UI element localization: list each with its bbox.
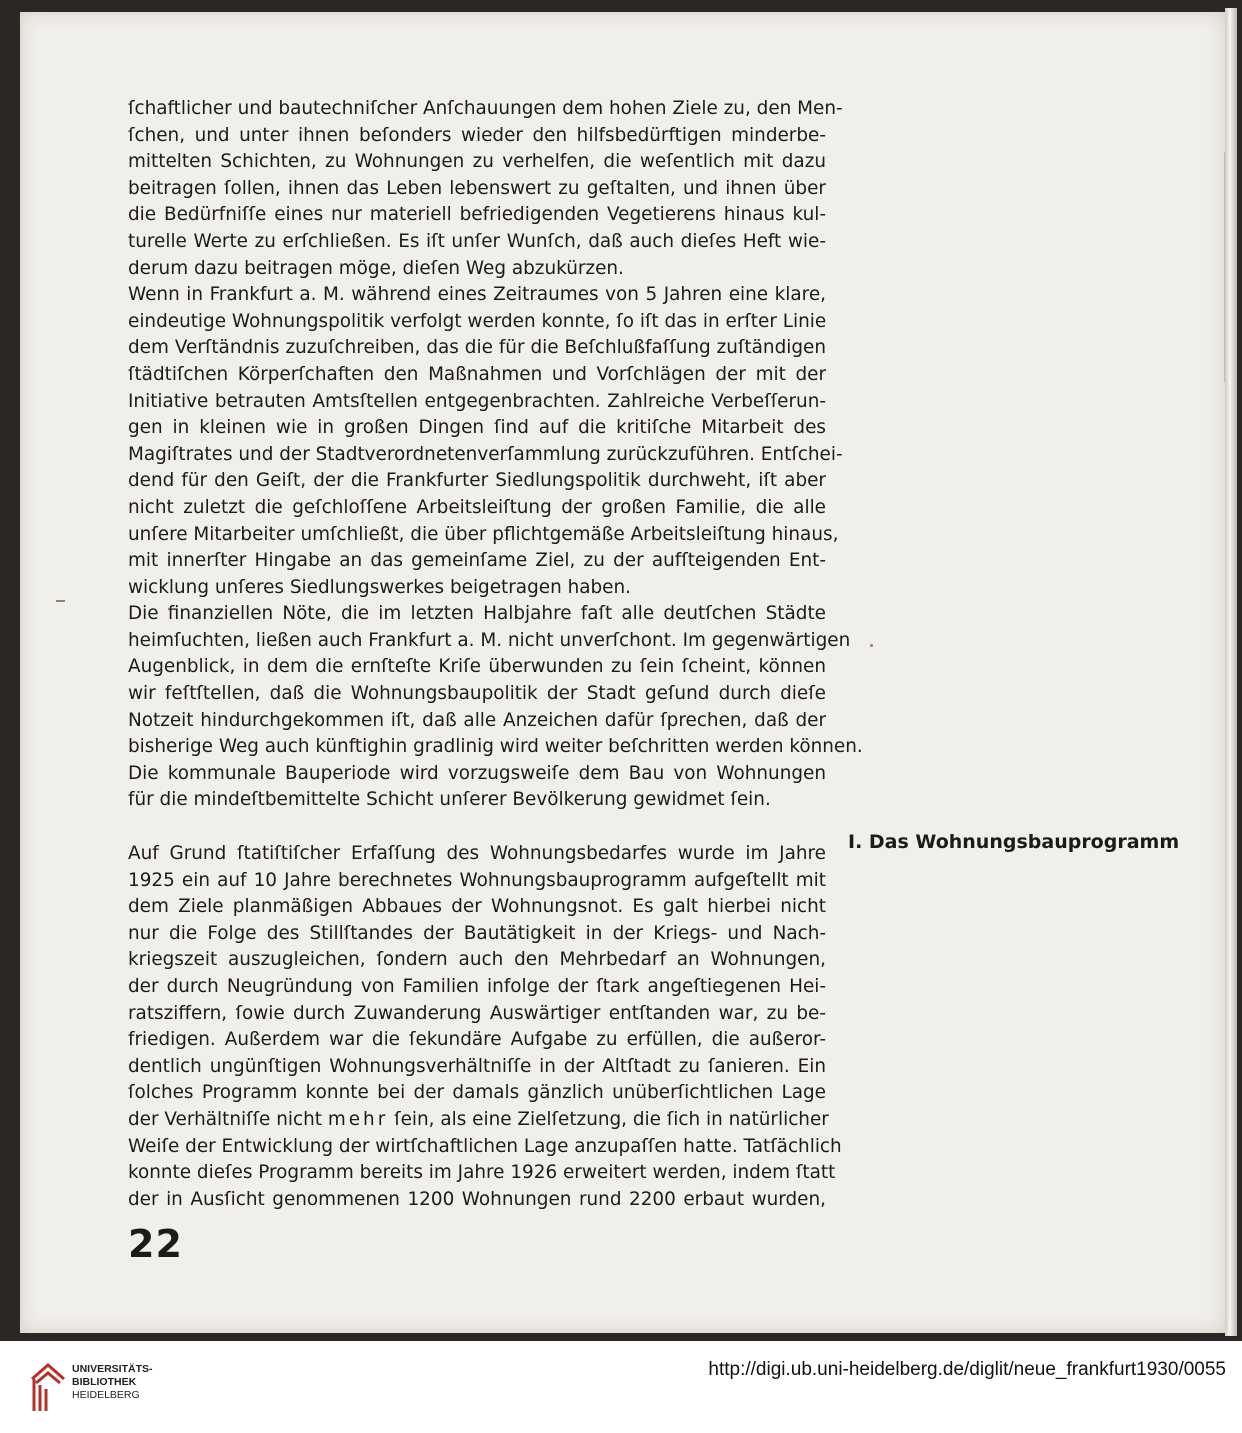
text-line: dend für den Geiſt, der die Frankfurter Siedlungspolitik durchweht, iſt aber: [128, 470, 826, 492]
text-line: mittelten Schichten, zu Wohnungen zu verhelfen, die weſentlich mit dazu: [128, 151, 826, 173]
text-line: bisherige Weg auch künftighin gradlinig wird weiter beſchritten werden können.: [128, 736, 863, 758]
text-line: kriegszeit auszugleichen, ſondern auch den Mehrbedarf an Wohnungen,: [128, 949, 826, 971]
paragraph-intro: [128, 96, 843, 282]
text-line: mit innerſter Hingabe an das gemeinſame Ziel, zu der aufſteigenden Ent-: [128, 550, 826, 572]
text-line: heimſuchten, ließen auch Frankfurt a. M. nicht unverſchont. Im gegenwärtigen: [128, 629, 851, 651]
text-line: Augenblick, in dem die ernſteſte Kriſe überwunden zu ſein ſcheint, können: [128, 656, 826, 678]
emphasized-word: mehr: [327, 1108, 389, 1130]
scan-mark: [56, 600, 65, 602]
text-line: friedigen. Außerdem war die ſekundäre Aufgabe zu erfüllen, die außeror-: [128, 1029, 826, 1051]
text-fragment: ſein, als eine Zielſetzung, die ſich in natürlicher: [388, 1108, 829, 1130]
text-line: Notzeit hindurchgekommen iſt, daß alle Anzeichen dafür ſprechen, daß der: [128, 709, 826, 731]
text-line: wicklung unſeres Siedlungswerkes beigetragen haben.: [128, 576, 631, 598]
library-name-line: HEIDELBERG: [72, 1389, 140, 1401]
text-line: ſolches Programm konnte bei der damals gänzlich unüberſichtlichen Lage: [128, 1082, 826, 1104]
text-line: nicht zuletzt die geſchloſſene Arbeitsleiſtung der großen Familie, die alle: [128, 496, 826, 518]
paragraph-building-programme: [128, 841, 842, 1213]
text-line: derum dazu beitragen möge, dieſen Weg abzukürzen.: [128, 257, 624, 279]
text-line: wir feſtſtellen, daß die Wohnungsbaupolitik der Stadt geſund durch dieſe: [128, 683, 826, 705]
text-line: unſere Mitarbeiter umſchließt, die über pflichtgemäße Arbeitsleiſtung hinaus,: [128, 523, 839, 545]
ub-heidelberg-logo-icon[interactable]: [28, 1359, 68, 1415]
text-line: ſchen, und unter ihnen beſonders wieder den hilfsbedürftigen minderbe-: [128, 124, 826, 146]
page-edge: [1225, 8, 1237, 1336]
paragraph-frankfurt-policy: [128, 282, 843, 601]
text-line: dem Verſtändnis zuzuſchreiben, das die für die Beſchlußfaſſung zuſtändigen: [128, 337, 826, 359]
text-line: turelle Werte zu erſchließen. Es iſt unſer Wunſch, daß auch dieſes Heft wie-: [128, 230, 826, 252]
text-line: 1925 ein auf 10 Jahre berechnetes Wohnungsbauprogramm aufgeſtellt mit: [128, 869, 826, 891]
text-line: [128, 1107, 829, 1134]
paragraph-financial-crisis: [128, 601, 863, 814]
section-heading: I. Das Wohnungsbauprogramm: [848, 831, 1180, 853]
page-number: 22: [128, 1222, 183, 1266]
text-line: Initiative betrauten Amtsſtellen entgegenbrachten. Zahlreiche Verbeſſerun-: [128, 390, 826, 412]
section-gap: [128, 814, 826, 841]
text-line: Weiſe der Entwicklung der wirtſchaftlichen Lage anzupaſſen hatte. Tatſächlich: [128, 1135, 842, 1157]
text-line: ratsziffern, ſowie durch Zuwanderung Auswärtiger entſtanden war, zu be-: [128, 1002, 826, 1024]
scan-mark: [870, 644, 873, 647]
text-line: konnte dieſes Programm bereits im Jahre 1926 erweitert werden, indem ſtatt: [128, 1162, 836, 1184]
text-line: ſtädtiſchen Körperſchaften den Maßnahmen und Vorſchlägen der mit der: [128, 363, 826, 385]
text-line: der durch Neugründung von Familien infolge der ſtark angeſtiegenen Hei-: [128, 976, 826, 997]
text-line: dem Ziele planmäßigen Abbaues der Wohnungsnot. Es galt hierbei nicht: [128, 896, 826, 918]
text-line: dentlich ungünſtigen Wohnungsverhältniſſe in der Altſtadt zu ſanieren. Ein: [128, 1055, 826, 1077]
text-line: gen in kleinen wie in großen Dingen ſind auf die kritiſche Mitarbeit des: [128, 417, 826, 439]
text-line: Magiſtrates und der Stadtverordnetenverſammlung zurückzuführen. Entſchei-: [128, 443, 843, 465]
library-name-line: UNIVERSITÄTS-: [72, 1363, 153, 1375]
text-line: der in Ausſicht genommenen 1200 Wohnungen rund 2200 erbaut wurden,: [128, 1188, 826, 1210]
library-name-line: BIBLIOTHEK: [72, 1376, 137, 1388]
text-line: nur die Folge des Stillſtandes der Bautätigkeit in der Kriegs- und Nach-: [128, 922, 826, 944]
footer-bar: [0, 1341, 1242, 1433]
text-line: die Bedürfniſſe eines nur materiell befriedigenden Vegetierens hinaus kul-: [128, 204, 826, 226]
text-line: eindeutige Wohnungspolitik verfolgt werden konnte, ſo iſt das in erſter Linie: [128, 310, 827, 332]
text-line: Die finanziellen Nöte, die im letzten Halbjahre faſt alle deutſchen Städte: [128, 603, 826, 625]
scan-mark: [1224, 152, 1225, 382]
text-line: für die mindeſtbemittelte Schicht unſerer Bevölkerung gewidmet ſein.: [128, 789, 771, 811]
text-line: Auf Grund ſtatiſtiſcher Erfaſſung des Wohnungsbedarfes wurde im Jahre: [128, 843, 826, 865]
text-line: ſchaftlicher und bautechniſcher Anſchauungen dem hohen Ziele zu, den Men-: [128, 98, 843, 119]
library-name: [72, 1363, 153, 1402]
text-line: beitragen ſollen, ihnen das Leben lebenswert zu geſtalten, und ihnen über: [128, 177, 826, 199]
text-line: Die kommunale Bauperiode wird vorzugsweiſe dem Bau von Wohnungen: [128, 762, 826, 784]
text-fragment: der Verhältniſſe nicht: [128, 1108, 328, 1130]
main-text-column: [128, 96, 863, 1213]
permalink-url[interactable]: http://digi.ub.uni-heidelberg.de/diglit/neue_frankfurt1930/0055: [708, 1359, 1226, 1380]
text-line: Wenn in Frankfurt a. M. während eines Zeitraumes von 5 Jahren eine klare,: [128, 284, 826, 306]
